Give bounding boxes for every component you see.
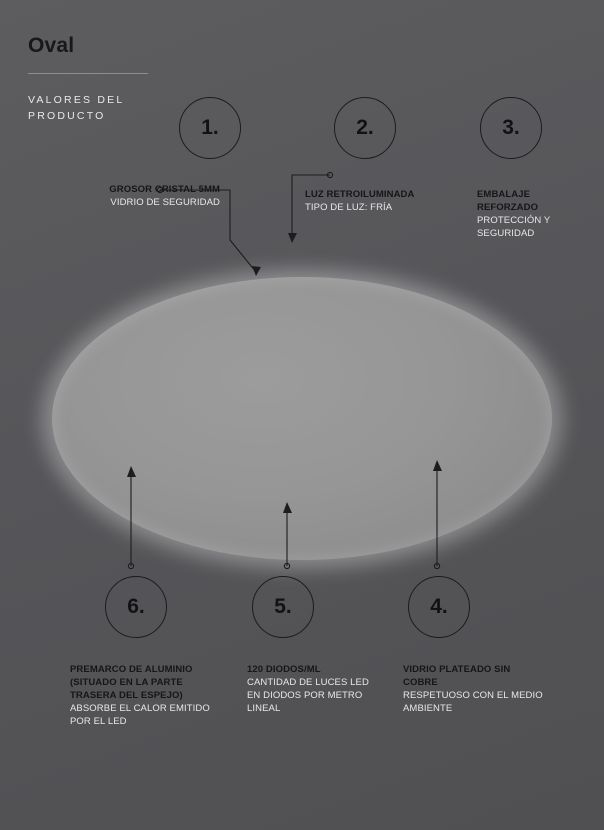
step-bubble-label: 1. [201, 116, 219, 139]
step-bubble-label: 6. [127, 595, 145, 618]
callout-body: VIDRIO DE SEGURIDAD [110, 197, 220, 208]
oval-mirror [52, 277, 552, 560]
callout-body: RESPETUOSO CON EL MEDIO AMBIENTE [403, 690, 543, 714]
callout-5 [247, 663, 382, 715]
callout-6 [70, 663, 230, 728]
callout-3 [477, 188, 585, 240]
page-title: Oval [28, 34, 75, 57]
callout-heading: LUZ RETROILUMINADA [305, 189, 415, 200]
callout-heading: EMBALAJE REFORZADO [477, 189, 539, 213]
callout-heading: 120 DIODOS/ML [247, 664, 321, 675]
callout-1 [90, 183, 220, 209]
step-bubble-label: 5. [274, 595, 292, 618]
step-bubble-2[interactable] [334, 97, 396, 159]
title-divider [28, 73, 148, 74]
callout-heading: GROSOR CRISTAL 5MM [109, 184, 220, 195]
step-bubble-label: 3. [502, 116, 520, 139]
subtitle: VALORES DEL PRODUCTO [28, 94, 124, 122]
callout-body: PROTECCIÓN Y SEGURIDAD [477, 215, 551, 239]
step-bubble-label: 2. [356, 116, 374, 139]
callout-heading: PREMARCO DE ALUMINIO (SITUADO EN LA PARTE TRASERA DEL ESPEJO) [70, 664, 193, 701]
callout-body: TIPO DE LUZ: FRÍA [305, 202, 393, 213]
callout-heading: VIDRIO PLATEADO SIN COBRE [403, 664, 511, 688]
step-bubble-1[interactable] [179, 97, 241, 159]
step-bubble-3[interactable] [480, 97, 542, 159]
step-bubble-5[interactable] [252, 576, 314, 638]
step-bubble-label: 4. [430, 595, 448, 618]
callout-4 [403, 663, 543, 715]
step-bubble-4[interactable] [408, 576, 470, 638]
callout-body: ABSORBE EL CALOR EMITIDO POR EL LED [70, 703, 210, 727]
callout-2 [305, 188, 465, 214]
step-bubble-6[interactable] [105, 576, 167, 638]
callout-body: CANTIDAD DE LUCES LED EN DIODOS POR METRO LINEAL [247, 677, 369, 714]
